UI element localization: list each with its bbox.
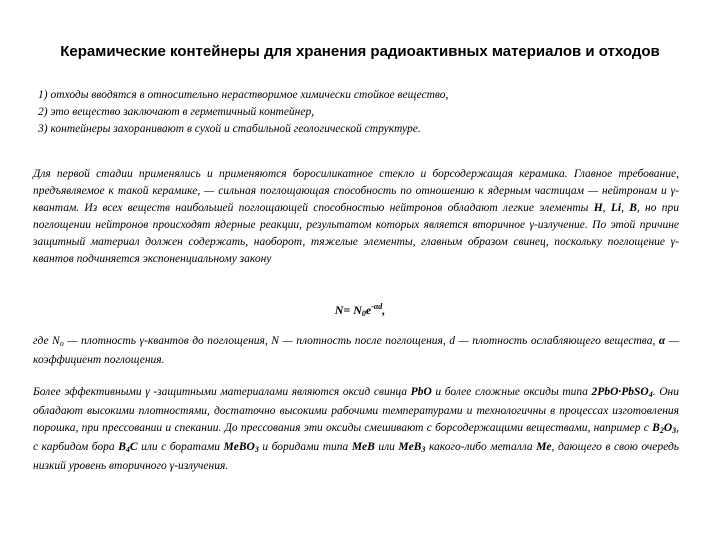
subscript: o xyxy=(59,339,64,348)
paragraph-materials xyxy=(33,384,679,475)
formula-tail: , xyxy=(382,303,386,317)
formula-meb3 xyxy=(398,441,425,453)
paragraph-text: и боридами типа xyxy=(258,441,352,453)
list-item: 3) контейнеры захоранивают в сухой и стабильной геологической структуре. xyxy=(38,123,421,135)
paragraph-text: или с боратами xyxy=(137,441,224,453)
paragraph-text: Более эффективными γ -защитными материалами являются оксид свинца xyxy=(33,386,411,398)
paragraph-text: , но при поглощении нейтронов происходят ядерные реакции, результатом которых является вторичное γ-излучение. По этой причине защитный материал должен содержать, наоборот, тяжелые элементы, главным образом свинец, поскольку поглощение γ-квантов подчиняется экспоненциальному закону xyxy=(33,202,680,265)
steps-list xyxy=(38,87,678,138)
formula-subscript: 0 xyxy=(361,309,366,318)
separator: , xyxy=(621,202,630,214)
paragraph-text: или xyxy=(374,441,399,453)
subscript: 3 xyxy=(672,426,677,435)
paragraph-text: Для первой стадии применялись и применяются боросиликатное стекло и борсодержащая керамика. Главное требование, предъявляемое к такой керамике, — сильная поглощающая способность по отношению к ядерным частицам — нейтронам и γ-квантам. Из всех веществ наибольшей поглощающей способностью нейтронов обладают легкие элементы xyxy=(33,168,679,214)
formula-text: 2PbO·PbSO xyxy=(591,386,649,398)
paragraph-text: — плотность γ-квантов до поглощения, N — плотность после поглощения, d — плотность ослабляющего вещества, xyxy=(63,335,659,347)
formula-exponent: -αd xyxy=(371,302,383,311)
subscript: 4 xyxy=(125,445,130,454)
formula-me: Me xyxy=(536,441,552,453)
formula-text: C xyxy=(129,441,138,453)
paragraph-text: . Они обладают высокими плотностями, достаточно высокими рабочими температурами и технологичны в процессах изготовления порошка, при прессовании и спекании. До прессования эти оксиды смешивают с борсодержащими веществами, например с xyxy=(33,386,679,434)
paragraph-text: и более сложные оксиды типа xyxy=(431,386,592,398)
element-b: В xyxy=(629,202,637,214)
element-li: Li xyxy=(610,202,622,214)
formula-text: MeB xyxy=(398,441,422,453)
subscript: 2 xyxy=(659,426,664,435)
alpha-symbol: α xyxy=(658,335,666,347)
slide-title: Керамические контейнеры для хранения радиоактивных материалов и отходов xyxy=(60,43,660,60)
formula-mebo3 xyxy=(224,441,259,453)
element-h: Н xyxy=(593,202,603,214)
formula-text: O xyxy=(663,422,673,434)
paragraph-text: , дающего в свою очередь низкий уровень вторичного γ-излучения. xyxy=(33,441,679,472)
subscript: 3 xyxy=(421,445,426,454)
paragraph-text: , с карбидом бора xyxy=(33,422,679,453)
formula-pbo-pbso4 xyxy=(592,386,653,398)
paragraph-definitions xyxy=(33,333,679,369)
formula xyxy=(0,298,720,323)
formula-text: B xyxy=(652,422,660,434)
paragraph-ceramics xyxy=(33,166,679,268)
formula-pbo: PbO xyxy=(410,386,432,398)
separator: , xyxy=(602,202,611,214)
subscript: 3 xyxy=(254,445,259,454)
paragraph-text: какого-либо металла xyxy=(425,441,537,453)
formula-meb: MeB xyxy=(351,441,375,453)
paragraph-text: — коэффициент поглощения. xyxy=(33,335,679,366)
list-item: 1) отходы вводятся в относительно нерастворимое химически стойкое вещество, xyxy=(38,89,449,101)
list-item: 2) это вещество заключают в герметичный контейнер, xyxy=(38,106,315,118)
formula-text: MeBO xyxy=(223,441,255,453)
formula-lhs: N= N xyxy=(334,303,362,317)
formula-b2o3 xyxy=(652,422,676,434)
formula-text: B xyxy=(118,441,126,453)
formula-base: e xyxy=(365,303,372,317)
subscript: 4 xyxy=(648,390,653,399)
paragraph-text: где N xyxy=(33,335,60,347)
formula-b4c xyxy=(118,441,137,453)
